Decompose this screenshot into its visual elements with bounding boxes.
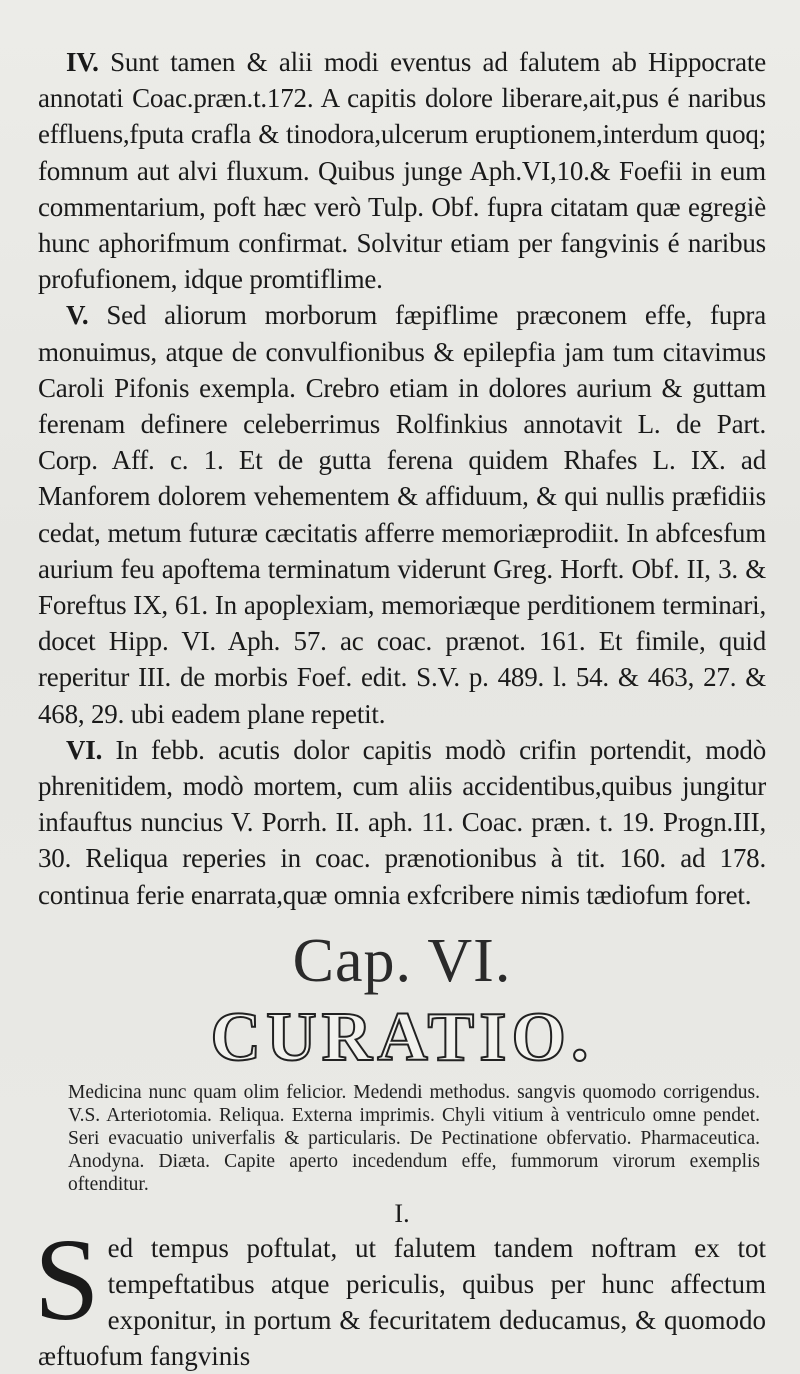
paragraph-v: [38, 297, 766, 731]
paragraph-text: In febb. acutis dolor capitis modò crifin portendit, modò phrenitidem, modò mortem, cum aliis accidentibus,quibus jungitur infauftus nuncius V. Porrh. II. aph. 11. Coac. præn. t. 19. Progn.III, 30. Reliqua reperies in coac. prænotionibus à tit. 160. ad 178. continua ferie enarrata,quæ omnia exfcribere nimis tædiofum foret.: [38, 734, 766, 910]
paragraph-iv: [38, 44, 766, 297]
first-paragraph: [34, 1213, 766, 1374]
paragraph-text: Sunt tamen & alii modi eventus ad falutem ab Hippocrate annotati Coac.præn.t.172. A capitis dolore liberare,ait,pus é naribus effluens,fputa crafla & tinodora,ulcerum eruptionem,interdum quoq; fomnum aut alvi fluxum. Quibus junge Aph.VI,10.& Foefii in eum commentarium, poft hæc verò Tulp. Obf. fupra citatam quæ egregiè hunc aphorifmum confirmat. Solvitur etiam per fangvinis é naribus profufionem, idque promtiflime.: [38, 47, 766, 295]
paragraph-text: Sed aliorum morborum fæpiflime præconem effe, fupra monuimus, atque de convulfionibus & epilepfia jam tum citavimus Caroli Pifonis exempla. Crebro etiam in dolores aurium & guttam ferenam definere celeberrimus Rolfinkius annotavit L. de Part. Corp. Aff. c. 1. Et de gutta ferena quidem Rhafes L. IX. ad Manforem dolorem vehementem & affiduum, & qui nullis præfidiis cedat, metum futuræ cæcitatis afferre memoriæprodiit. In abfcesfum aurium feu apoftema terminatum viderunt Greg. Horft. Obf. II, 3. & Foreftus IX, 61. In apoplexiam, memoriæque perditionem terminari, docet Hipp. VI. Aph. 57. ac coac. prænot. 161. Et fimile, quid reperitur III. de morbis Foef. edit. S.V. p. 489. l. 54. & 463, 27. & 468, 29. ubi eadem plane repetit.: [38, 300, 766, 729]
section-number: VI.: [66, 734, 103, 765]
drop-cap: S: [34, 1213, 100, 1345]
chapter-summary: Medicina nunc quam olim felicior. Medendi methodus. sangvis quomodo corrigendus. V.S. Arteriotomia. Reliqua. Externa imprimis. Chyli vitium à ventriculo omne pendet. Seri evacuatio univerfalis & particularis. De Pectinatione obfervatio. Pharmaceutica. Anodyna. Diæta. Capite aperto incedendum effe, fummorum virorum exemplis oftenditur.: [68, 1081, 760, 1195]
paragraph-vi: [38, 732, 766, 913]
chapter-title: CURATIO.: [210, 998, 594, 1076]
section-number: IV.: [66, 47, 99, 77]
paragraph-text: ed tempus poftulat, ut falutem tandem noftram ex tot tempeftatibus atque periculis, quibus per hunc affectum exponitur, in portum & fecuritatem deducamus, & quomodo æftuofum fangvinis: [38, 1232, 766, 1371]
section-number-i: I.: [394, 1198, 410, 1228]
section-number: V.: [66, 300, 89, 331]
chapter-heading: Cap. VI.: [292, 926, 512, 995]
